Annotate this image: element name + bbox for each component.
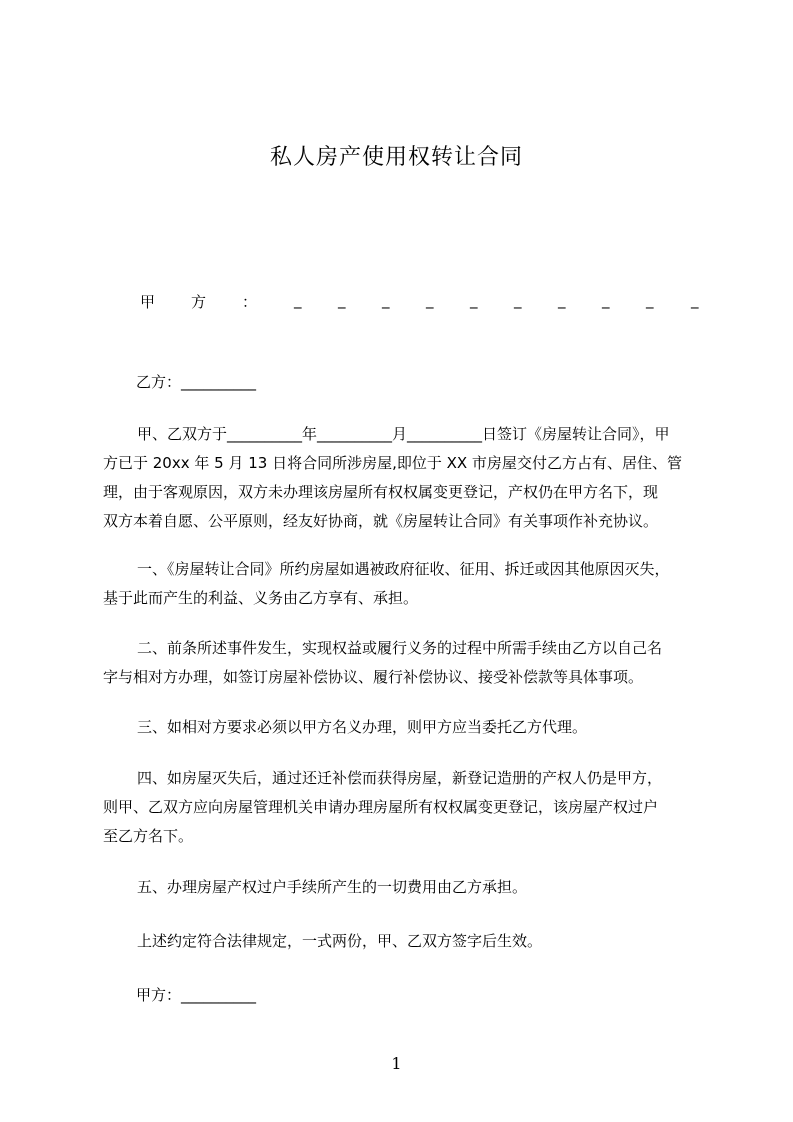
clause-5 — [103, 873, 705, 902]
blank-dash: _ — [338, 291, 346, 309]
paragraph-line: 理，由于客观原因，双方未办理该房屋所有权权属变更登记，产权仍在甲方名下，现 — [103, 483, 659, 501]
paragraph-line: 则甲、乙双方应向房屋管理机关申请办理房屋所有权权属变更登记，该房屋产权过户 — [103, 798, 659, 816]
party-a-label-char: 甲 — [140, 293, 156, 311]
blank-dash: _ — [602, 291, 610, 309]
blank-dash: _ — [691, 291, 699, 309]
paragraph-line: 一、《房屋转让合同》所约房屋如遇被政府征收、征用、拆迁或因其他原因灭失， — [137, 560, 670, 578]
blank-dash: _ — [514, 291, 522, 309]
blank-dash: _ — [558, 291, 566, 309]
party-a-label-char: ： — [242, 293, 258, 311]
paragraph-line: 五、办理房屋产权过户手续所产生的一切费用由乙方承担。 — [137, 878, 528, 896]
closing-statement — [103, 927, 705, 956]
paragraph-line: 甲、乙双方于__________年__________月__________日签订《房屋转让合同》，甲 — [137, 425, 670, 443]
paragraph-line: 二、前条所述事件发生，实现权益或履行义务的过程中所需手续由乙方以自己名 — [137, 639, 663, 657]
paragraph-line: 双方本着自愿、公平原则，经友好协商，就《房屋转让合同》有关事项作补充协议。 — [103, 512, 659, 530]
party-b-line: 乙方：__________ — [136, 373, 257, 391]
paragraph-line: 三、如相对方要求必须以甲方名义办理，则甲方应当委托乙方代理。 — [137, 718, 588, 736]
intro-paragraph — [103, 420, 705, 536]
paragraph-line: 上述约定符合法律规定，一式两份，甲、乙双方签字后生效。 — [137, 932, 543, 950]
paragraph-line: 字与相对方办理，如签订房屋补偿协议、履行补偿协议、接受补偿款等具体事项。 — [103, 668, 644, 686]
blank-dash: _ — [646, 291, 654, 309]
clause-4 — [103, 764, 705, 851]
blank-dash: _ — [382, 291, 390, 309]
page-number: 1 — [391, 1054, 402, 1073]
party-a-signature-line: 甲方：__________ — [136, 986, 257, 1004]
party-a-label-char: 方 — [191, 293, 207, 311]
paragraph-line: 四、如房屋灭失后，通过还迁补偿而获得房屋，新登记造册的产权人仍是甲方， — [137, 769, 663, 787]
clause-2 — [103, 634, 705, 692]
blank-dash: _ — [294, 291, 302, 309]
blank-dash: _ — [426, 291, 434, 309]
page-title: 私人房产使用权转让合同 — [269, 145, 523, 170]
party-a-field-row — [136, 291, 706, 315]
clause-1 — [103, 555, 705, 613]
blank-dash: _ — [470, 291, 478, 309]
paragraph-line: 至乙方名下。 — [103, 827, 194, 845]
paragraph-line: 基于此而产生的利益、义务由乙方享有、承担。 — [103, 589, 419, 607]
clause-3 — [103, 713, 705, 742]
paragraph-line: 方已于 20xx 年 5 月 13 日将合同所涉房屋,即位于 XX 市房屋交付乙方占有、居住、管 — [103, 454, 682, 472]
